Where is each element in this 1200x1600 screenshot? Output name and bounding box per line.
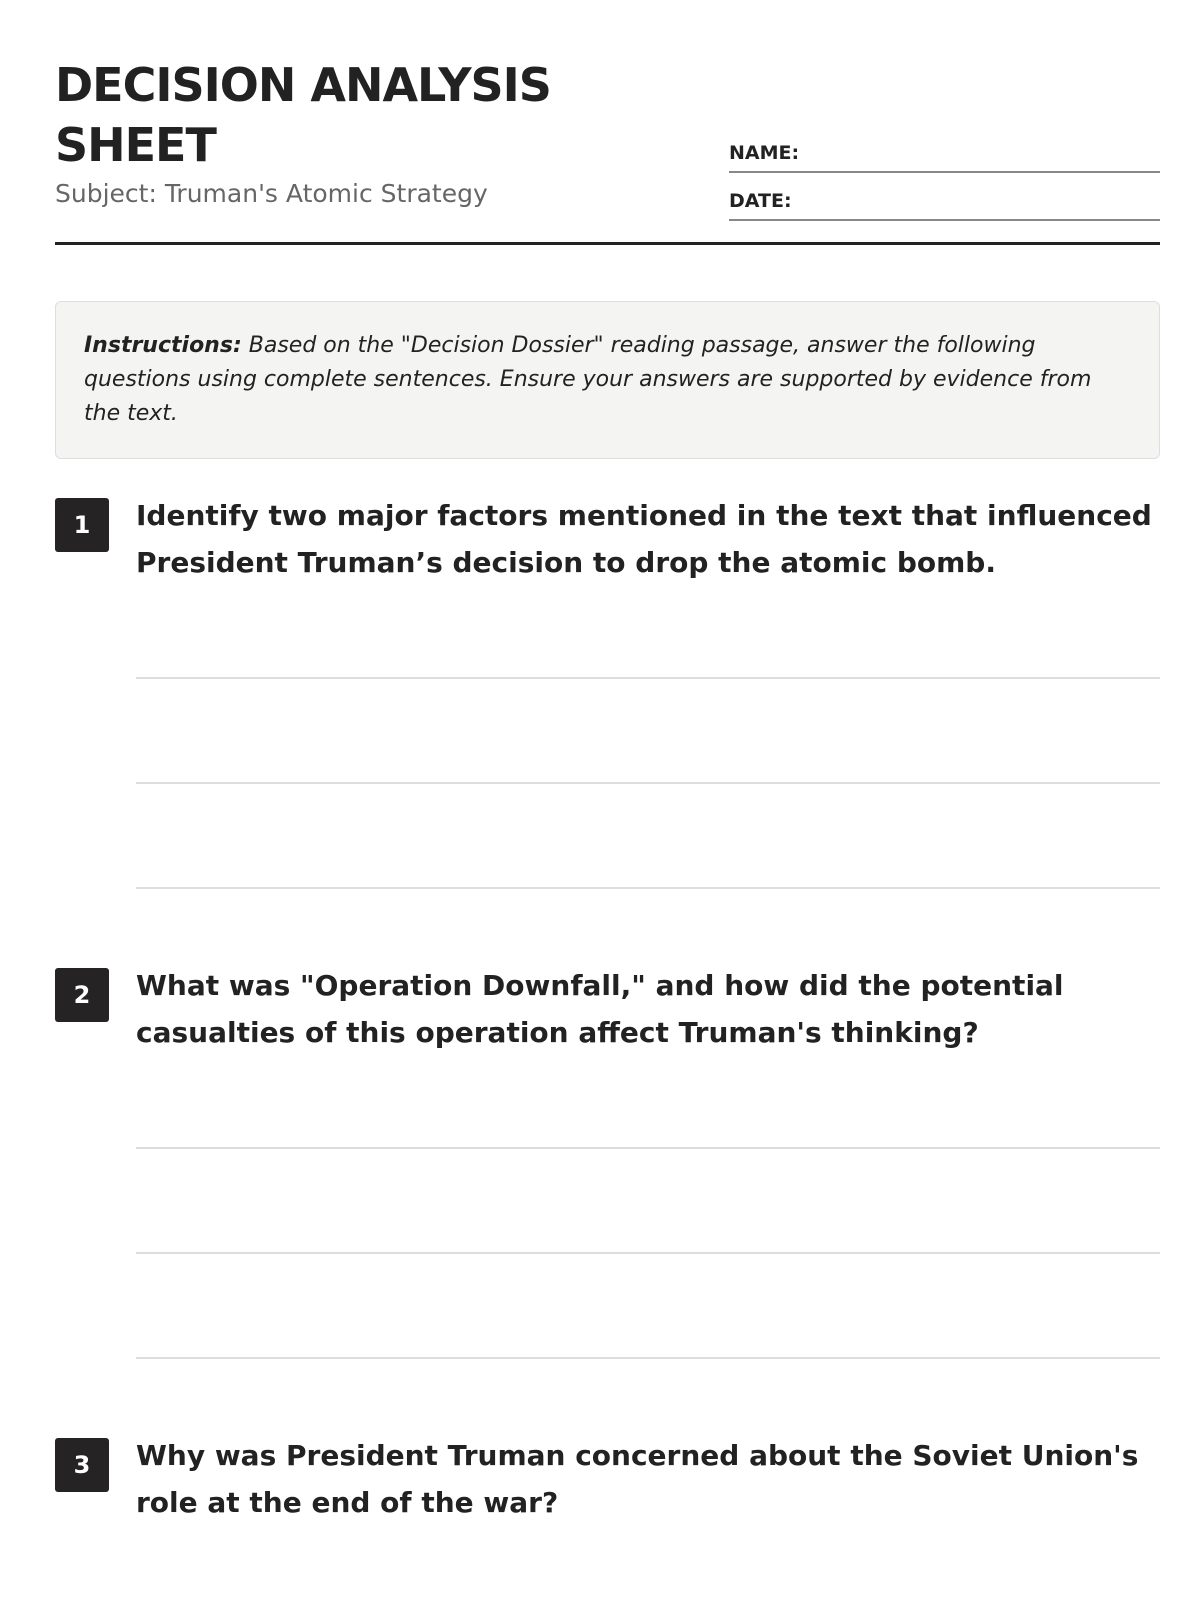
instructions-text: Based on the "Decision Dossier" reading passage, answer the following questions using complete sentences. Ensure your answers are supported by evidence from the text. (84, 333, 1092, 426)
instructions-box (55, 301, 1160, 459)
name-field[interactable] (729, 125, 1160, 173)
student-info-fields (729, 125, 1160, 221)
answer-line[interactable] (136, 782, 1160, 784)
page-title: DECISION ANALYSIS SHEET (55, 58, 551, 172)
answer-line[interactable] (136, 887, 1160, 889)
answer-line[interactable] (136, 1252, 1160, 1254)
worksheet-page (55, 55, 1160, 1519)
question-text: Why was President Truman concerned about the Soviet Union's role at the end of the war? (136, 1439, 1139, 1519)
question-text: Identify two major factors mentioned in the text that influenced President Truman’s decision to drop the atomic bomb. (136, 499, 1152, 579)
question-text: What was "Operation Downfall," and how did the potential casualties of this operation affect Truman's thinking? (136, 969, 1064, 1049)
question-number-badge: 2 (55, 968, 109, 1022)
question-number-badge: 1 (55, 498, 109, 552)
answer-line[interactable] (136, 1147, 1160, 1149)
name-field-label: NAME: (729, 142, 800, 164)
answer-line[interactable] (136, 1357, 1160, 1359)
worksheet-header (55, 55, 1160, 245)
page-subtitle: Subject: Truman's Atomic Strategy (55, 179, 488, 208)
question-number-badge: 3 (55, 1438, 109, 1492)
instructions-label: Instructions: (84, 333, 242, 358)
answer-line[interactable] (136, 677, 1160, 679)
date-field[interactable] (729, 173, 1160, 221)
date-field-label: DATE: (729, 190, 792, 212)
